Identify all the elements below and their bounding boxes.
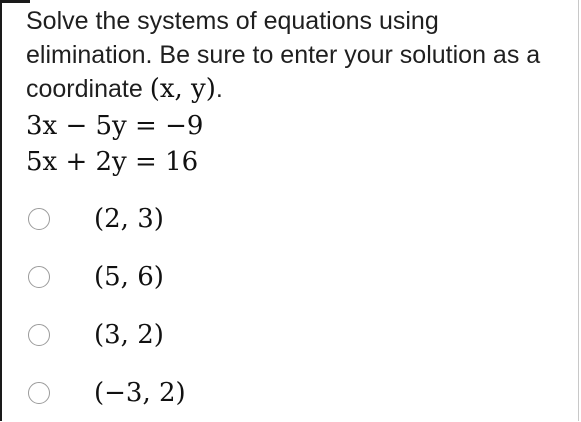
top-border-accent [0, 0, 30, 3]
question-prompt [26, 4, 571, 106]
equation-1: 3x − 5y = −9 [26, 111, 204, 141]
question-text: Solve the systems of equations using elimination. Be sure to enter your solution as a coordinate [26, 7, 541, 103]
equation-system [26, 108, 203, 180]
option-label: (2, 3) [94, 204, 164, 234]
radio-button[interactable] [28, 208, 50, 230]
option-label: (5, 6) [94, 262, 164, 292]
equation-2: 5x + 2y = 16 [26, 147, 199, 177]
radio-button[interactable] [28, 382, 50, 404]
option-label: (−3, 2) [94, 378, 186, 408]
left-border [0, 0, 2, 421]
answer-option-2[interactable] [28, 248, 328, 306]
coordinate-notation: (x, y) [149, 74, 216, 104]
question-period: . [215, 75, 223, 103]
answer-option-3[interactable] [28, 306, 328, 364]
answer-option-4[interactable] [28, 364, 328, 422]
radio-button[interactable] [28, 324, 50, 346]
answer-option-1[interactable] [28, 190, 328, 248]
radio-button[interactable] [28, 266, 50, 288]
right-border [578, 0, 579, 421]
answer-choices [28, 190, 328, 422]
option-label: (3, 2) [94, 320, 164, 350]
